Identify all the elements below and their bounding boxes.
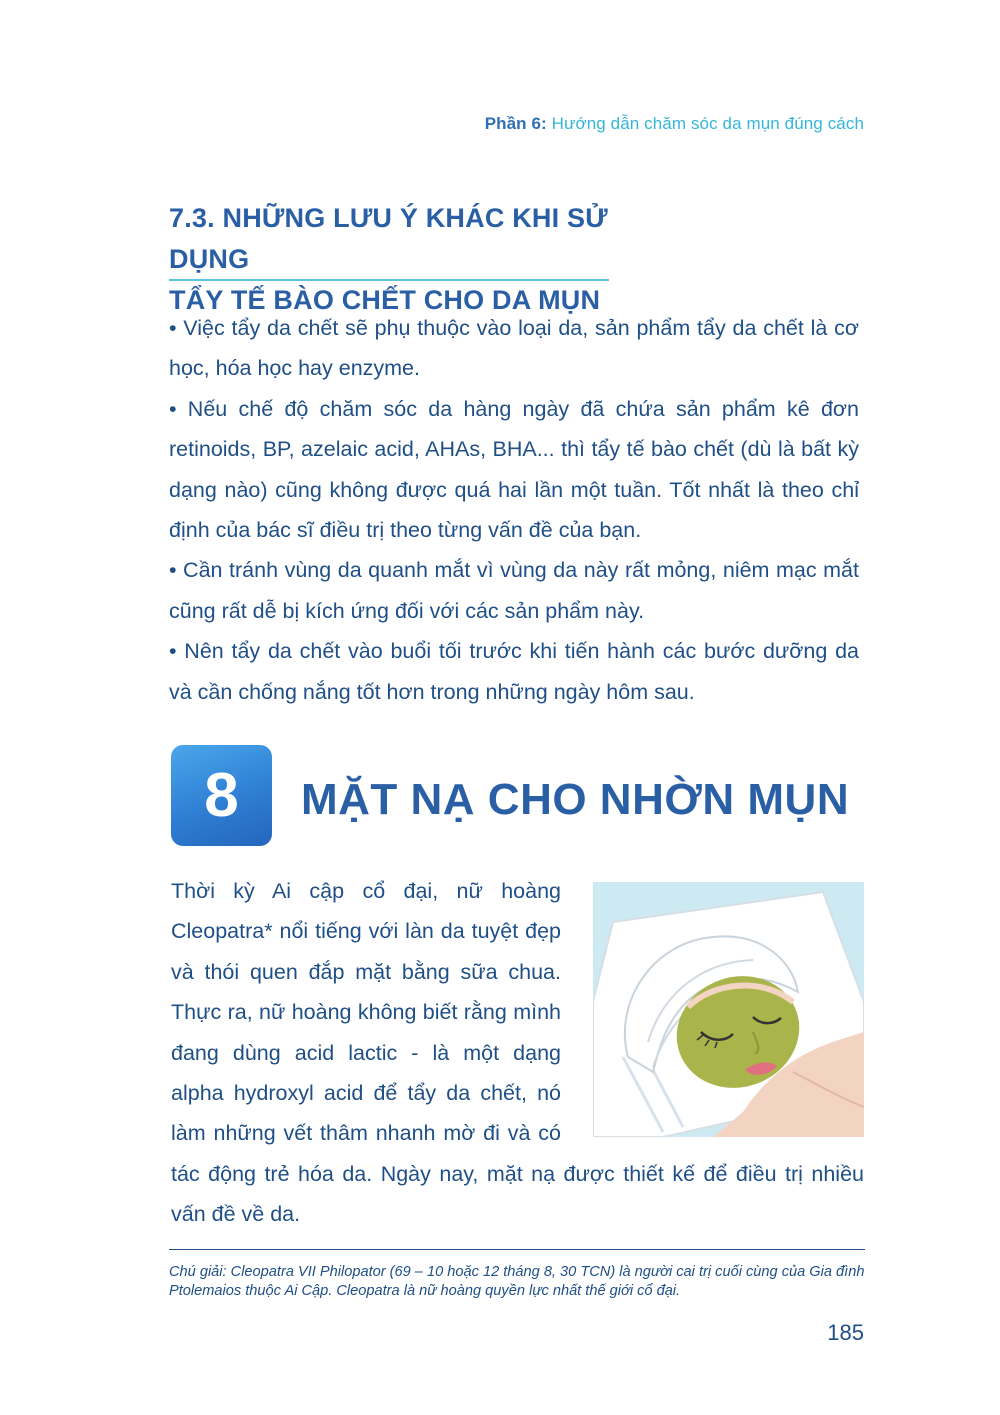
bullet-item: • Nên tẩy da chết vào buổi tối trước khi tiến hành các bước dưỡng da và cần chống nắng tốt hơn trong những ngày hôm sau. (169, 639, 859, 704)
intro-paragraph: Thời kỳ Ai cập cổ đại, nữ hoàng Cleopatra* nổi tiếng với làn da tuyệt đẹp và thói quen đắp mặt bằng sữa chua. Thực ra, nữ hoàng không biết rằng mình đang dùng acid lactic - là một dạng alpha hydroxyl acid để tẩy da chết, nó làm những vết thâm nhanh mờ đi và có tác động trẻ hóa da. Ngày nay, mặt nạ được thiết kế để điều trị nhiều vấn đề về da. (171, 879, 864, 1227)
bullet-list (169, 308, 859, 712)
footnote-divider (169, 1249, 865, 1250)
chapter-number-badge: 8 (171, 745, 272, 846)
part-title: Hướng dẫn chăm sóc da mụn đúng cách (551, 114, 864, 133)
part-label: Phần 6: (484, 114, 547, 133)
intro-section (171, 871, 864, 1235)
woman-face-mask-illustration (593, 882, 864, 1137)
section-title (169, 198, 619, 321)
page-number: 185 (827, 1320, 864, 1345)
bullet-item: • Nếu chế độ chăm sóc da hàng ngày đã chứa sản phẩm kê đơn retinoids, BP, azelaic acid, AHAs, BHA... thì tẩy tế bào chết (dù là bất kỳ dạng nào) cũng không được quá hai lần một tuần. Tốt nhất là theo chỉ định của bác sĩ điều trị theo từng vấn đề của bạn. (169, 396, 859, 543)
chapter-title: MẶT NẠ CHO NHỜN MỤN (301, 775, 850, 824)
bullet-item: • Việc tẩy da chết sẽ phụ thuộc vào loại da, sản phẩm tẩy da chết là cơ học, hóa học hay enzyme. (169, 316, 859, 381)
footnote: Chú giải: Cleopatra VII Philopator (69 – 10 hoặc 12 tháng 8, 30 TCN) là người cai trị cuối cùng của Gia đình Ptolemaios thuộc Ai Cập. Cleopatra là nữ hoàng quyền lực nhất thế giới cổ đại. (169, 1264, 865, 1299)
section-title-line-1: 7.3. NHỮNG LƯU Ý KHÁC KHI SỬ DỤNG (169, 203, 608, 274)
bullet-item: • Cần tránh vùng da quanh mắt vì vùng da này rất mỏng, niêm mạc mắt cũng rất dễ bị kích ứng đối với các sản phẩm này. (169, 558, 859, 623)
section-title-line-2: TẨY TẾ BÀO CHẾT CHO DA MỤN (169, 285, 601, 315)
running-header (485, 114, 864, 134)
section-title-underline (169, 279, 609, 281)
